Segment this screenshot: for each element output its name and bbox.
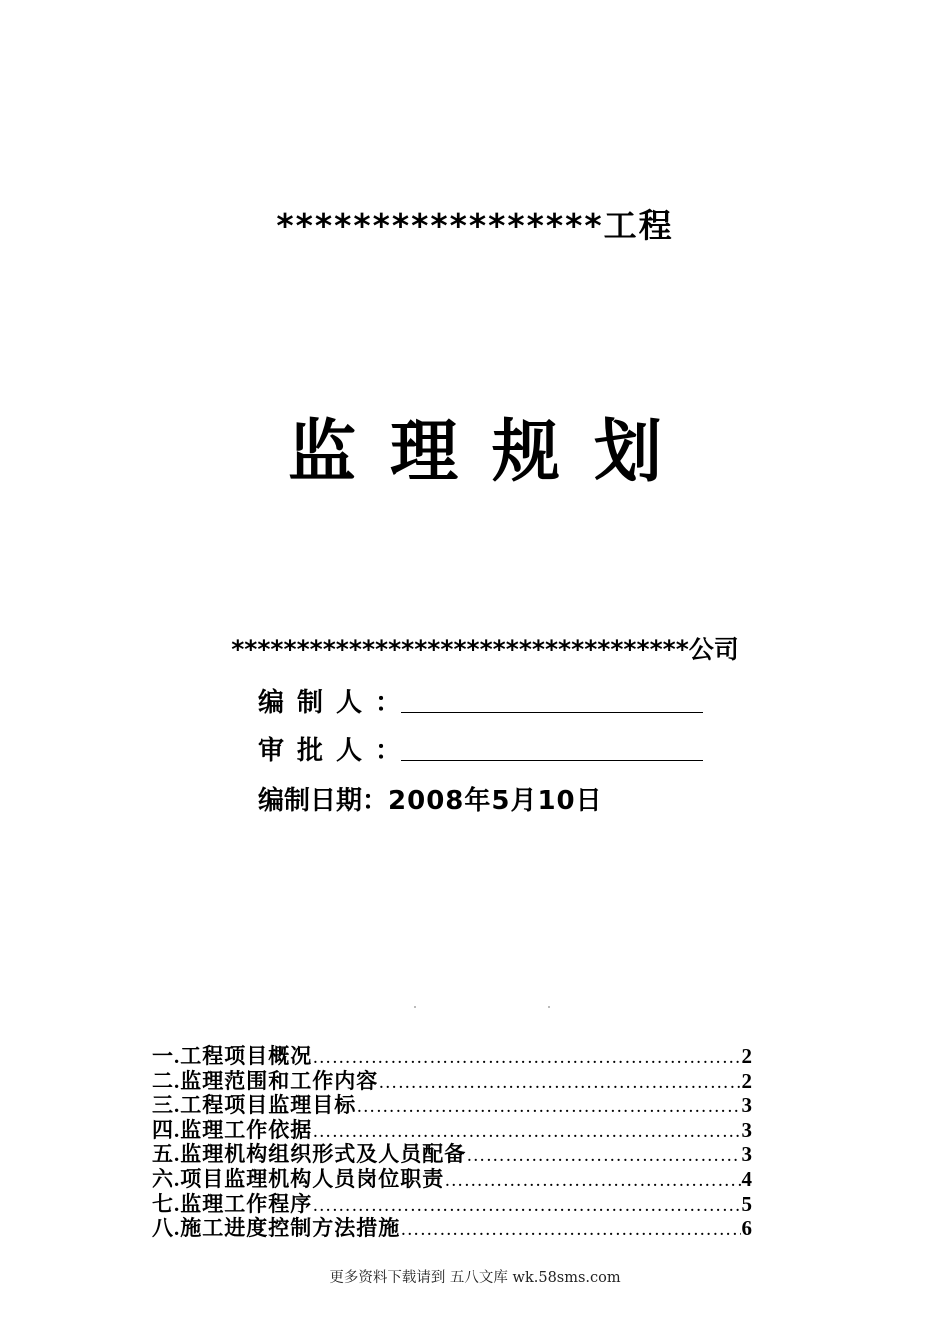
toc-item-page: 3 — [741, 1093, 752, 1118]
toc-leader-dots — [312, 1194, 740, 1217]
toc-item[interactable] — [152, 1142, 752, 1167]
toc-leader-dots — [312, 1046, 740, 1069]
toc-item-page: 2 — [741, 1068, 752, 1093]
toc-item-title: 五.监理机构组织形式及人员配备 — [152, 1142, 467, 1167]
toc-item[interactable] — [152, 1167, 752, 1192]
toc-item[interactable] — [152, 1118, 752, 1143]
toc-leader-dots — [378, 1071, 740, 1094]
compiler-field — [258, 682, 414, 719]
toc-item-title: 四.监理工作依据 — [152, 1117, 313, 1142]
toc-item-page: 5 — [741, 1191, 752, 1216]
toc-item[interactable] — [152, 1216, 752, 1241]
toc-item[interactable] — [152, 1044, 752, 1069]
toc-item[interactable] — [152, 1069, 752, 1094]
toc-item-title: 六.项目监理机构人员岗位职责 — [152, 1166, 445, 1191]
toc-item-page: 3 — [741, 1142, 752, 1167]
toc-item[interactable] — [152, 1192, 752, 1217]
company-name: ***********************************公司 — [231, 635, 739, 664]
toc-item[interactable] — [152, 1093, 752, 1118]
compiler-signature-line — [401, 712, 703, 713]
toc-item-page: 4 — [741, 1166, 752, 1191]
toc-leader-dots — [466, 1144, 740, 1167]
document-main-title: 监理规划 — [287, 413, 696, 492]
approver-field — [258, 730, 414, 767]
toc-item-title: 七.监理工作程序 — [152, 1191, 313, 1216]
toc-item-title: 一.工程项目概况 — [152, 1044, 313, 1068]
toc-item-title: 三.工程项目监理目标 — [152, 1093, 357, 1118]
toc-leader-dots — [444, 1169, 740, 1192]
toc-item-page: 6 — [741, 1216, 752, 1241]
toc-item-title: 八.施工进度控制方法措施 — [152, 1216, 401, 1241]
approver-label: 审批人： — [258, 736, 415, 766]
date-label: 编制日期： — [258, 786, 389, 816]
scan-artifact — [414, 1006, 554, 1010]
footer-download-note: 更多资料下载请到 五八文库 wk.58sms.com — [329, 1270, 621, 1286]
table-of-contents — [152, 1044, 752, 1241]
toc-item-title: 二.监理范围和工作内容 — [152, 1068, 379, 1093]
toc-leader-dots — [356, 1095, 740, 1118]
date-value: 2008年5月10日 — [388, 786, 603, 816]
approver-signature-line — [401, 760, 703, 761]
toc-leader-dots — [312, 1120, 740, 1143]
toc-item-page: 3 — [741, 1117, 752, 1142]
toc-leader-dots — [400, 1218, 740, 1241]
project-title: *****************工程 — [276, 206, 674, 245]
date-field — [258, 780, 603, 817]
compiler-label: 编制人： — [258, 688, 415, 718]
toc-item-page: 2 — [741, 1044, 752, 1068]
